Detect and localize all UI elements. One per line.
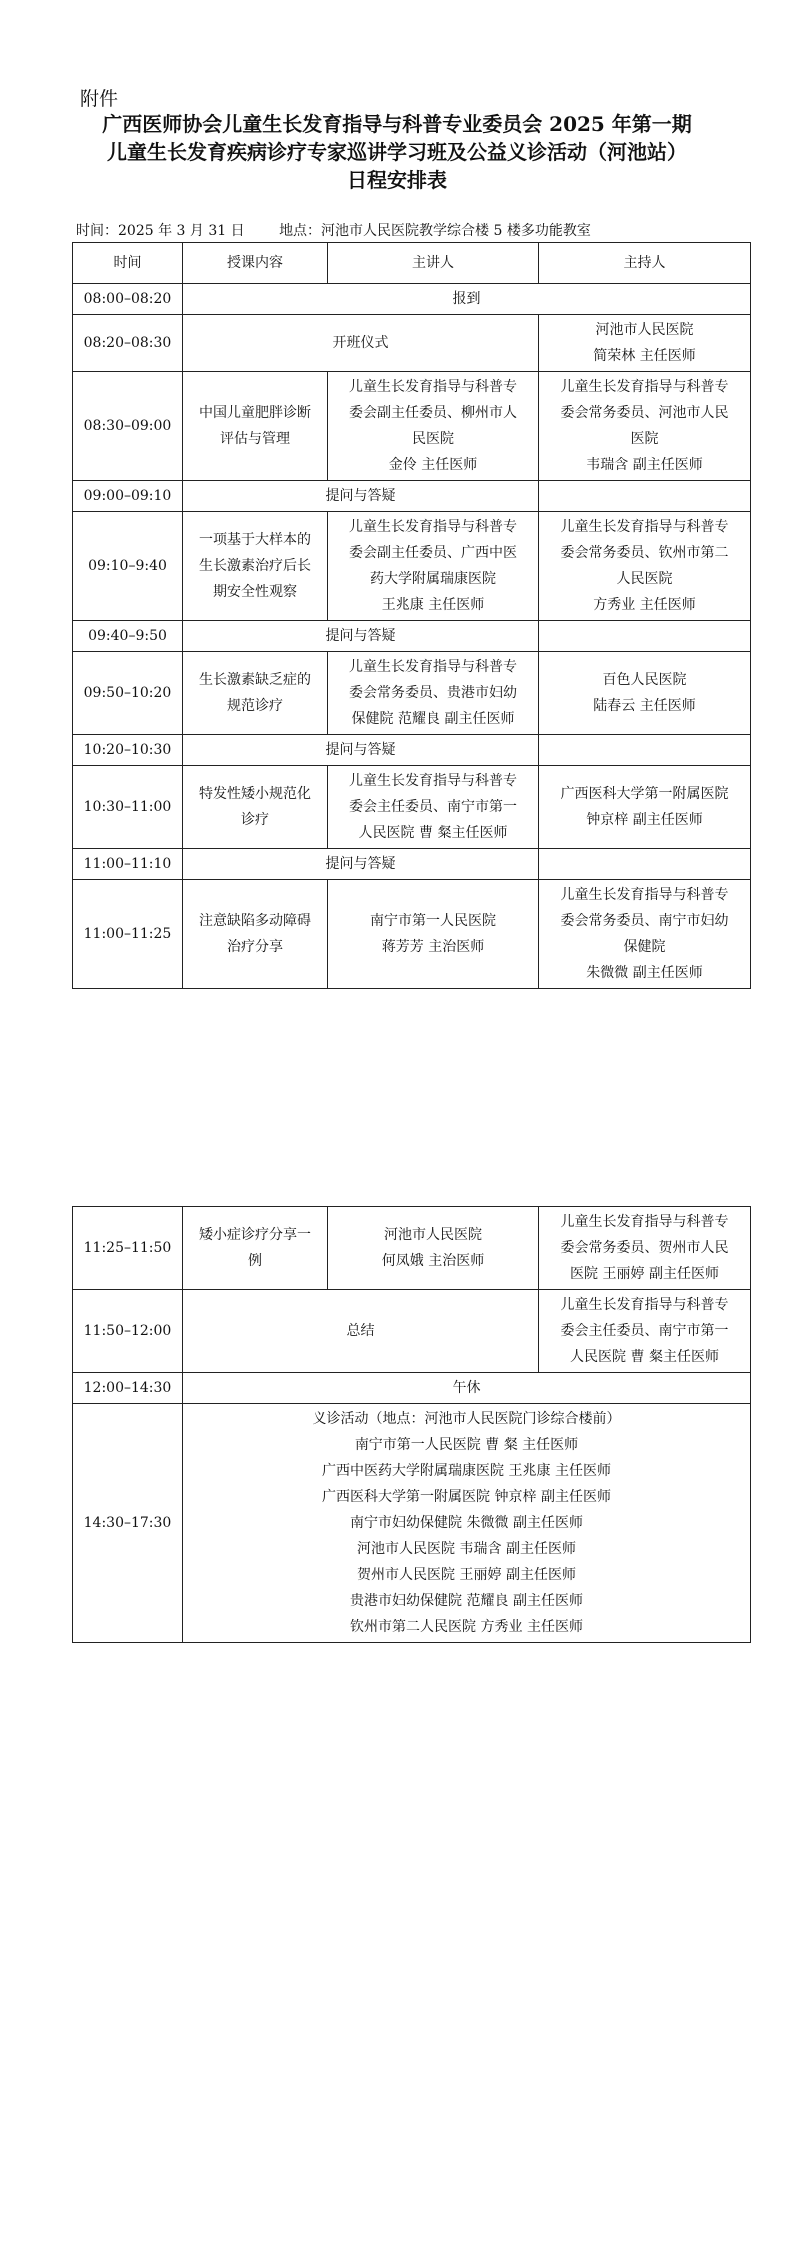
header-host: 主持人 — [539, 243, 751, 284]
time-cell: 09:10–9:40 — [73, 512, 183, 621]
content-cell-line: 注意缺陷多动障碍 — [199, 913, 311, 929]
content-cell: 提问与答疑 — [183, 621, 539, 652]
time-cell: 14:30–17:30 — [73, 1404, 183, 1643]
content-cell — [183, 1207, 328, 1290]
host-cell — [539, 315, 751, 372]
table-row — [73, 621, 751, 652]
speaker-cell-line: 儿童生长发育指导与科普专 — [349, 379, 517, 395]
host-cell — [539, 849, 751, 880]
attachment-label: 附件 — [80, 88, 119, 110]
clinic-cell-line: 广西中医药大学附属瑞康医院 王兆康 主任医师 — [322, 1463, 611, 1479]
title-line-1: 广西医师协会儿童生长发育指导与科普专业委员会 2025 年第一期 — [102, 112, 692, 136]
content-cell-line: 期安全性观察 — [213, 584, 297, 600]
content-cell: 开班仪式 — [183, 315, 539, 372]
table-row — [73, 766, 751, 849]
title-line-3: 日程安排表 — [347, 168, 447, 192]
host-cell — [539, 766, 751, 849]
speaker-cell-line: 王兆康 主任医师 — [381, 597, 485, 613]
host-cell-line: 简荣林 主任医师 — [593, 348, 696, 364]
merged-cell: 报到 — [183, 284, 751, 315]
speaker-cell-line: 儿童生长发育指导与科普专 — [349, 773, 517, 789]
host-cell — [539, 1290, 751, 1373]
host-cell-line: 委会常务委员、钦州市第二 — [560, 545, 729, 561]
host-cell-line: 委会常务委员、南宁市妇幼 — [560, 913, 729, 929]
speaker-cell — [328, 372, 539, 481]
table-row — [73, 880, 751, 989]
host-cell-line: 广西医科大学第一附属医院 — [560, 786, 729, 802]
host-cell-line: 人民医院 — [616, 571, 673, 587]
host-cell-line: 医院 王丽婷 副主任医师 — [570, 1266, 719, 1282]
content-cell: 提问与答疑 — [183, 481, 539, 512]
speaker-cell — [328, 880, 539, 989]
table-row — [73, 1404, 751, 1643]
speaker-cell — [328, 512, 539, 621]
speaker-cell — [328, 1207, 539, 1290]
content-cell — [183, 512, 328, 621]
table-row — [73, 1373, 751, 1404]
clinic-cell-line: 南宁市妇幼保健院 朱微微 副主任医师 — [350, 1515, 583, 1531]
speaker-cell-line: 何凤娥 主治医师 — [381, 1253, 485, 1269]
host-cell — [539, 735, 751, 766]
host-cell-line: 人民医院 曹 粲主任医师 — [570, 1349, 719, 1365]
time-cell: 11:50–12:00 — [73, 1290, 183, 1373]
host-cell-line: 儿童生长发育指导与科普专 — [560, 519, 729, 535]
content-cell: 提问与答疑 — [183, 849, 539, 880]
table-row — [73, 481, 751, 512]
speaker-cell-line: 儿童生长发育指导与科普专 — [349, 519, 517, 535]
table-row — [73, 735, 751, 766]
speaker-cell-line: 委会副主任委员、柳州市人 — [349, 405, 517, 421]
meta-line — [76, 220, 591, 240]
table-header-row — [73, 243, 751, 284]
content-cell-line: 治疗分享 — [227, 939, 283, 955]
content-cell-line: 例 — [248, 1253, 262, 1269]
speaker-cell-line: 委会主任委员、南宁市第一 — [349, 799, 517, 815]
host-cell-line: 儿童生长发育指导与科普专 — [560, 887, 729, 903]
content-cell-line: 一项基于大样本的 — [199, 532, 311, 548]
content-cell — [183, 652, 328, 735]
table-row — [73, 512, 751, 621]
time-cell: 09:40–9:50 — [73, 621, 183, 652]
speaker-cell-line: 委会常务委员、贵港市妇幼 — [349, 685, 517, 701]
time-cell: 09:00–09:10 — [73, 481, 183, 512]
time-cell: 08:00–08:20 — [73, 284, 183, 315]
clinic-cell-line: 义诊活动（地点：河池市人民医院门诊综合楼前） — [312, 1411, 621, 1427]
clinic-cell-line: 贵港市妇幼保健院 范耀良 副主任医师 — [350, 1593, 583, 1609]
meta-time: 时间：2025 年 3 月 31 日 — [76, 223, 245, 239]
time-cell: 11:00–11:10 — [73, 849, 183, 880]
content-cell-line: 规范诊疗 — [227, 698, 283, 714]
content-cell-line: 特发性矮小规范化 — [199, 786, 311, 802]
host-cell-line: 儿童生长发育指导与科普专 — [560, 1297, 729, 1313]
content-cell: 总结 — [183, 1290, 539, 1373]
speaker-cell-line: 保健院 范耀良 副主任医师 — [351, 711, 515, 727]
host-cell — [539, 481, 751, 512]
content-cell-line: 生长激素缺乏症的 — [199, 672, 311, 688]
host-cell — [539, 880, 751, 989]
host-cell-line: 方秀业 主任医师 — [593, 597, 696, 613]
content-cell-line: 生长激素治疗后长 — [199, 558, 311, 574]
clinic-cell — [183, 1404, 751, 1643]
time-cell: 12:00–14:30 — [73, 1373, 183, 1404]
table-row — [73, 372, 751, 481]
table-row — [73, 315, 751, 372]
host-cell — [539, 512, 751, 621]
content-cell — [183, 372, 328, 481]
speaker-cell-line: 南宁市第一人民医院 — [370, 913, 496, 929]
schedule-table-page-2 — [72, 1206, 751, 1643]
clinic-cell-line: 河池市人民医院 韦瑞含 副主任医师 — [357, 1541, 576, 1557]
content-cell: 提问与答疑 — [183, 735, 539, 766]
speaker-cell-line: 蒋芳芳 主治医师 — [381, 939, 485, 955]
host-cell-line: 委会常务委员、贺州市人民 — [560, 1240, 729, 1256]
time-cell: 11:25–11:50 — [73, 1207, 183, 1290]
time-cell: 10:30–11:00 — [73, 766, 183, 849]
merged-cell: 午休 — [183, 1373, 751, 1404]
clinic-cell-line: 贺州市人民医院 王丽婷 副主任医师 — [357, 1567, 576, 1583]
host-cell-line: 朱微微 副主任医师 — [586, 965, 703, 981]
speaker-cell-line: 人民医院 曹 粲主任医师 — [358, 825, 508, 841]
speaker-cell-line: 儿童生长发育指导与科普专 — [349, 659, 517, 675]
content-cell-line: 评估与管理 — [220, 431, 290, 447]
host-cell-line: 百色人民医院 — [602, 672, 687, 688]
content-cell-line: 中国儿童肥胖诊断 — [199, 405, 311, 421]
header-content: 授课内容 — [183, 243, 328, 284]
table-row — [73, 849, 751, 880]
speaker-cell — [328, 766, 539, 849]
speaker-cell-line: 委会副主任委员、广西中医 — [349, 545, 517, 561]
speaker-cell-line: 河池市人民医院 — [384, 1227, 482, 1243]
host-cell-line: 河池市人民医院 — [595, 322, 694, 338]
table-row — [73, 1290, 751, 1373]
host-cell — [539, 621, 751, 652]
host-cell-line: 陆春云 主任医师 — [593, 698, 696, 714]
host-cell-line: 儿童生长发育指导与科普专 — [560, 379, 729, 395]
header-speaker: 主讲人 — [328, 243, 539, 284]
table-row — [73, 652, 751, 735]
schedule-body-page-1 — [73, 284, 751, 989]
host-cell-line: 委会主任委员、南宁市第一 — [560, 1323, 729, 1339]
host-cell-line: 委会常务委员、河池市人民 — [560, 405, 729, 421]
content-cell-line: 矮小症诊疗分享一 — [199, 1227, 311, 1243]
host-cell — [539, 372, 751, 481]
clinic-cell-line: 南宁市第一人民医院 曹 粲 主任医师 — [354, 1437, 579, 1453]
content-cell — [183, 766, 328, 849]
speaker-cell-line: 药大学附属瑞康医院 — [370, 571, 496, 587]
title-line-2: 儿童生长发育疾病诊疗专家巡讲学习班及公益义诊活动（河池站） — [107, 140, 687, 164]
speaker-cell-line: 民医院 — [412, 431, 454, 447]
time-cell: 08:20–08:30 — [73, 315, 183, 372]
time-cell: 11:00–11:25 — [73, 880, 183, 989]
header-time: 时间 — [73, 243, 183, 284]
table-row — [73, 1207, 751, 1290]
clinic-cell-line: 钦州市第二人民医院 方秀业 主任医师 — [350, 1619, 583, 1635]
host-cell-line: 韦瑞含 副主任医师 — [586, 457, 703, 473]
time-cell: 08:30–09:00 — [73, 372, 183, 481]
host-cell — [539, 1207, 751, 1290]
time-cell: 10:20–10:30 — [73, 735, 183, 766]
schedule-table-page-1 — [72, 242, 751, 989]
schedule-body-page-2 — [73, 1207, 751, 1643]
content-cell — [183, 880, 328, 989]
document-title — [0, 110, 794, 194]
host-cell-line: 保健院 — [623, 939, 666, 955]
content-cell-line: 诊疗 — [241, 812, 269, 828]
clinic-cell-line: 广西医科大学第一附属医院 钟京梓 副主任医师 — [322, 1489, 611, 1505]
meta-location: 地点：河池市人民医院教学综合楼 5 楼多功能教室 — [279, 223, 591, 239]
host-cell-line: 儿童生长发育指导与科普专 — [560, 1214, 729, 1230]
host-cell-line: 医院 — [630, 431, 659, 447]
time-cell: 09:50–10:20 — [73, 652, 183, 735]
speaker-cell-line: 金伶 主任医师 — [388, 457, 478, 473]
speaker-cell — [328, 652, 539, 735]
host-cell-line: 钟京梓 副主任医师 — [586, 812, 703, 828]
host-cell — [539, 652, 751, 735]
table-row — [73, 284, 751, 315]
